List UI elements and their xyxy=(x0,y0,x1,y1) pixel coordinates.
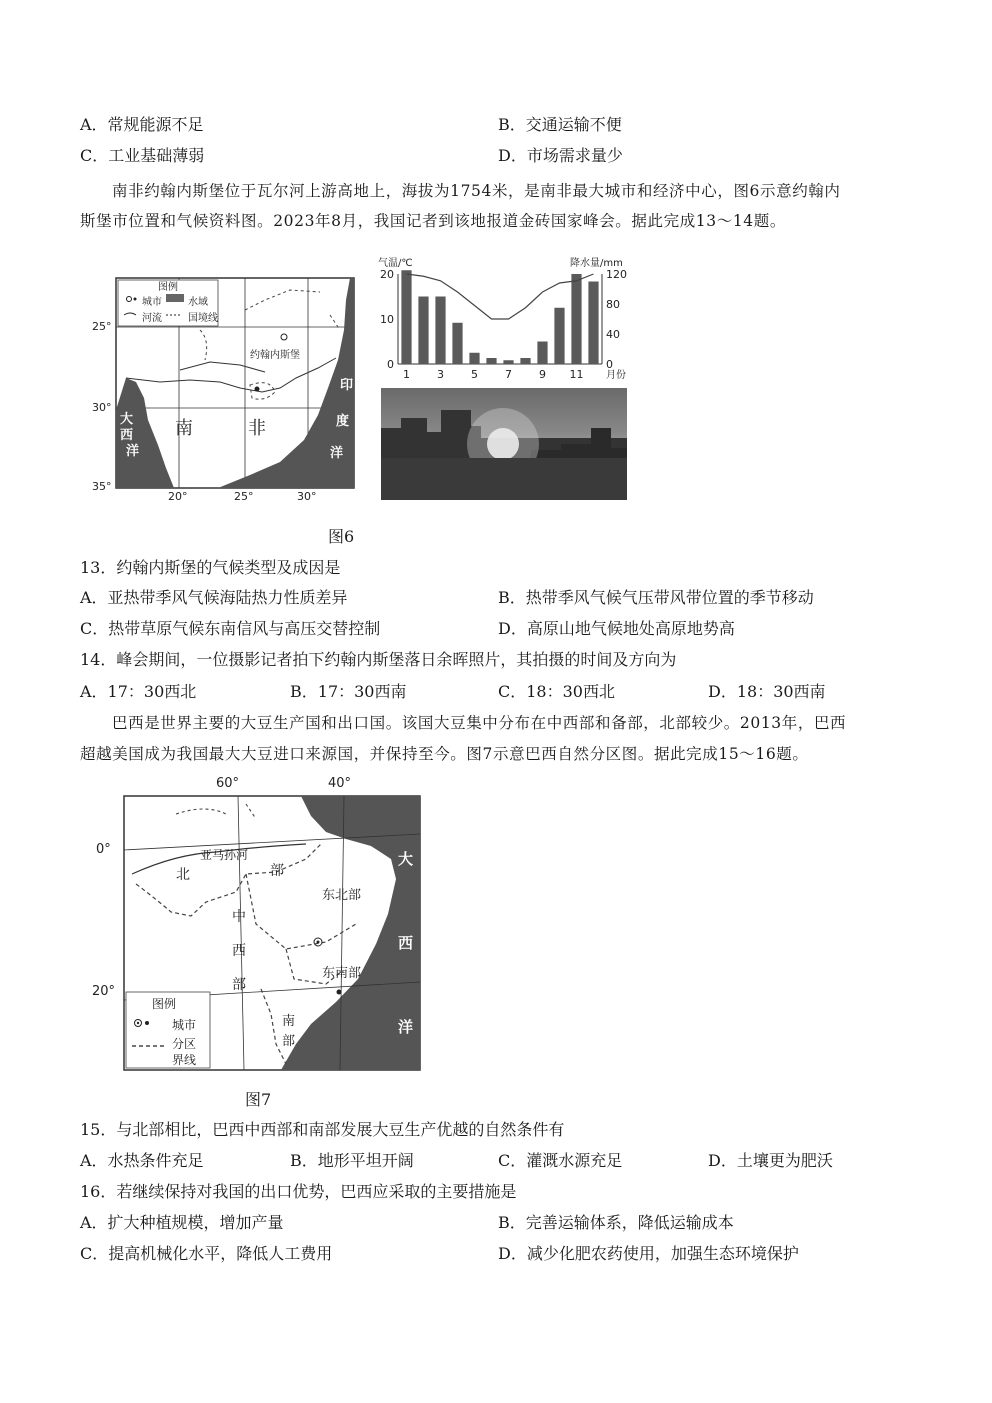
fig7-legend-city: 城市 xyxy=(172,1018,197,1032)
passage1-line2: 斯堡市位置和气候资料图。2023年8月，我国记者到该地报道金砖国家峰会。据此完成13～14题。 xyxy=(80,212,786,230)
precip-bar xyxy=(435,297,445,365)
month-tick-label: 1 xyxy=(403,368,410,381)
temp-tick-label: 20 xyxy=(380,268,394,281)
fig7-region-midwest-char-3: 部 xyxy=(232,977,246,993)
q14-option-c: C．18：30西北 xyxy=(498,682,615,701)
rain-tick-label: 120 xyxy=(606,268,627,281)
temperature-line xyxy=(407,274,594,319)
q16-option-b: B．完善运输体系，降低运输成本 xyxy=(498,1213,734,1232)
fig7-region-south-char-2: 部 xyxy=(282,1034,296,1049)
q13-option-d: D．高原山地气候地处高原地势高 xyxy=(498,619,735,638)
month-tick-label: 3 xyxy=(437,368,444,381)
q16-option-a: A．扩大种植规模，增加产量 xyxy=(80,1213,284,1232)
month-tick-label: 11 xyxy=(569,368,584,381)
fig7-map xyxy=(92,774,426,1074)
passage1-line1: 南非约翰内斯堡位于瓦尔河上游高地上，海拔为1754米，是南非最大城市和经济中心，图6示意约翰内 xyxy=(112,182,841,200)
fig7-lat-0: 0° xyxy=(96,842,111,857)
q14-option-b: B．17：30西南 xyxy=(290,682,407,701)
q14-option-d: D．18：30西南 xyxy=(708,682,826,701)
fig6-atlantic-char-3: 洋 xyxy=(126,444,140,459)
q12-option-d: D．市场需求量少 xyxy=(498,146,623,165)
fig6-lon-20: 20° xyxy=(168,490,188,503)
fig6-caption: 图6 xyxy=(328,527,355,546)
fig7-region-midwest-char-1: 中 xyxy=(232,909,246,925)
passage2-line1: 巴西是世界主要的大豆生产国和出口国。该国大豆集中分布在中西部和备部，北部较少。2013年，巴西 xyxy=(112,714,847,732)
fig6-climate-chart xyxy=(374,252,634,382)
chart-temp-label: 气温/℃ xyxy=(378,258,413,269)
fig6-lat-35: 35° xyxy=(92,480,112,493)
fig7-caption: 图7 xyxy=(245,1090,272,1109)
q16-option-c: C．提高机械化水平，降低人工费用 xyxy=(80,1244,333,1263)
fig6-legend-water: 水域 xyxy=(188,297,208,308)
q13-stem: 13．约翰内斯堡的气候类型及成因是 xyxy=(80,558,341,577)
fig7-ocean-char-2: 西 xyxy=(398,934,414,952)
q15-option-a: A．水热条件充足 xyxy=(80,1151,204,1170)
q14-stem: 14．峰会期间，一位摄影记者拍下约翰内斯堡落日余晖照片，其拍摄的时间及方向为 xyxy=(80,650,677,669)
fig7-ocean-char-1: 大 xyxy=(398,850,414,868)
fig7-region-southeast: 东南部 xyxy=(322,966,362,981)
precip-bar xyxy=(452,323,462,364)
fig6-lat-30: 30° xyxy=(92,401,112,414)
fig7-legend-boundary-1: 分区 xyxy=(172,1037,197,1051)
fig6-lat-25: 25° xyxy=(92,320,112,333)
q16-stem: 16．若继续保持对我国的出口优势，巴西应采取的主要措施是 xyxy=(80,1182,517,1201)
fig6-legend-city: 城市 xyxy=(142,297,162,308)
month-tick-label: 5 xyxy=(471,368,478,381)
fig7-region-south-char-1: 南 xyxy=(282,1014,296,1029)
fig7-lon-60: 60° xyxy=(216,776,240,791)
passage2-line2: 超越美国成为我国最大大豆进口来源国，并保持至今。图7示意巴西自然分区图。据此完成15～16题。 xyxy=(80,745,809,763)
q12-option-b: B．交通运输不便 xyxy=(498,115,622,134)
precip-bar xyxy=(469,353,479,364)
precip-bar xyxy=(503,360,513,364)
rain-tick-label: 0 xyxy=(606,358,613,371)
q15-option-d: D．土壤更为肥沃 xyxy=(708,1151,833,1170)
fig7-river-label: 亚马孙河 xyxy=(200,848,249,862)
rain-tick-label: 80 xyxy=(606,298,620,311)
fig6-lon-25: 25° xyxy=(234,490,254,503)
fig7-region-northeast: 东北部 xyxy=(322,888,362,903)
fig6-city-label: 约翰内斯堡 xyxy=(250,350,300,361)
month-tick-label: 9 xyxy=(539,368,546,381)
q16-option-d: D．减少化肥农药使用，加强生态环境保护 xyxy=(498,1244,799,1263)
rain-tick-label: 40 xyxy=(606,328,620,341)
temp-tick-label: 10 xyxy=(380,313,394,326)
fig6-indian-char-3: 洋 xyxy=(330,446,344,461)
precip-bar xyxy=(588,282,598,365)
fig6-legend-title: 图例 xyxy=(158,282,178,293)
q15-stem: 15．与北部相比，巴西中西部和南部发展大豆生产优越的自然条件有 xyxy=(80,1120,565,1139)
fig7-map-svg xyxy=(96,774,426,1074)
fig6-atlantic-char-2: 西 xyxy=(120,428,134,443)
precip-bar xyxy=(537,342,547,365)
precip-bar xyxy=(418,297,428,365)
q15-option-c: C．灌溉水源充足 xyxy=(498,1151,623,1170)
q13-option-b: B．热带季风气候气压带风带位置的季节移动 xyxy=(498,588,814,607)
fig6-atlantic-char-1: 大 xyxy=(120,412,134,427)
temp-tick-label: 0 xyxy=(387,358,394,371)
fig6-country-char-1: 南 xyxy=(175,418,193,439)
precip-bar xyxy=(554,308,564,364)
q14-option-a: A．17：30西北 xyxy=(80,682,197,701)
climate-chart-svg xyxy=(374,252,634,382)
fig7-legend-boundary-2: 界线 xyxy=(172,1053,197,1067)
sunset-photo-svg xyxy=(381,388,627,500)
q13-option-a: A．亚热带季风气候海陆热力性质差异 xyxy=(80,588,348,607)
fig6-country-char-2: 非 xyxy=(248,418,266,439)
fig7-region-midwest-top: 部 xyxy=(270,863,284,879)
month-unit-label: 月份 xyxy=(606,370,626,381)
fig6-lon-30: 30° xyxy=(297,490,317,503)
fig6-indian-char-2: 度 xyxy=(336,414,350,429)
q15-option-b: B．地形平坦开阔 xyxy=(290,1151,414,1170)
fig6-legend-river: 河流 xyxy=(142,313,162,324)
fig6-indian-char-1: 印 xyxy=(340,378,354,393)
chart-rain-label: 降水量/mm xyxy=(570,258,623,269)
fig7-region-midwest-char-2: 西 xyxy=(232,943,246,959)
fig7-ocean-char-3: 洋 xyxy=(398,1018,414,1036)
precip-bar xyxy=(571,274,581,364)
precip-bar xyxy=(401,270,411,364)
fig7-lon-40: 40° xyxy=(328,776,352,791)
fig7-lat-20: 20° xyxy=(92,984,116,999)
q12-option-c: C．工业基础薄弱 xyxy=(80,146,205,165)
sunset-photo xyxy=(381,388,627,500)
month-tick-label: 7 xyxy=(505,368,512,381)
precip-bar xyxy=(486,358,496,364)
precip-bar xyxy=(520,358,530,364)
fig7-region-north: 北 xyxy=(176,867,190,883)
fig6-map-svg xyxy=(100,270,360,502)
fig7-legend-title: 图例 xyxy=(152,997,177,1011)
fig6-legend-border: 国境线 xyxy=(188,313,218,324)
q13-option-c: C．热带草原气候东南信风与高压交替控制 xyxy=(80,619,381,638)
q12-option-a: A．常规能源不足 xyxy=(80,115,204,134)
fig6-map xyxy=(92,270,360,503)
